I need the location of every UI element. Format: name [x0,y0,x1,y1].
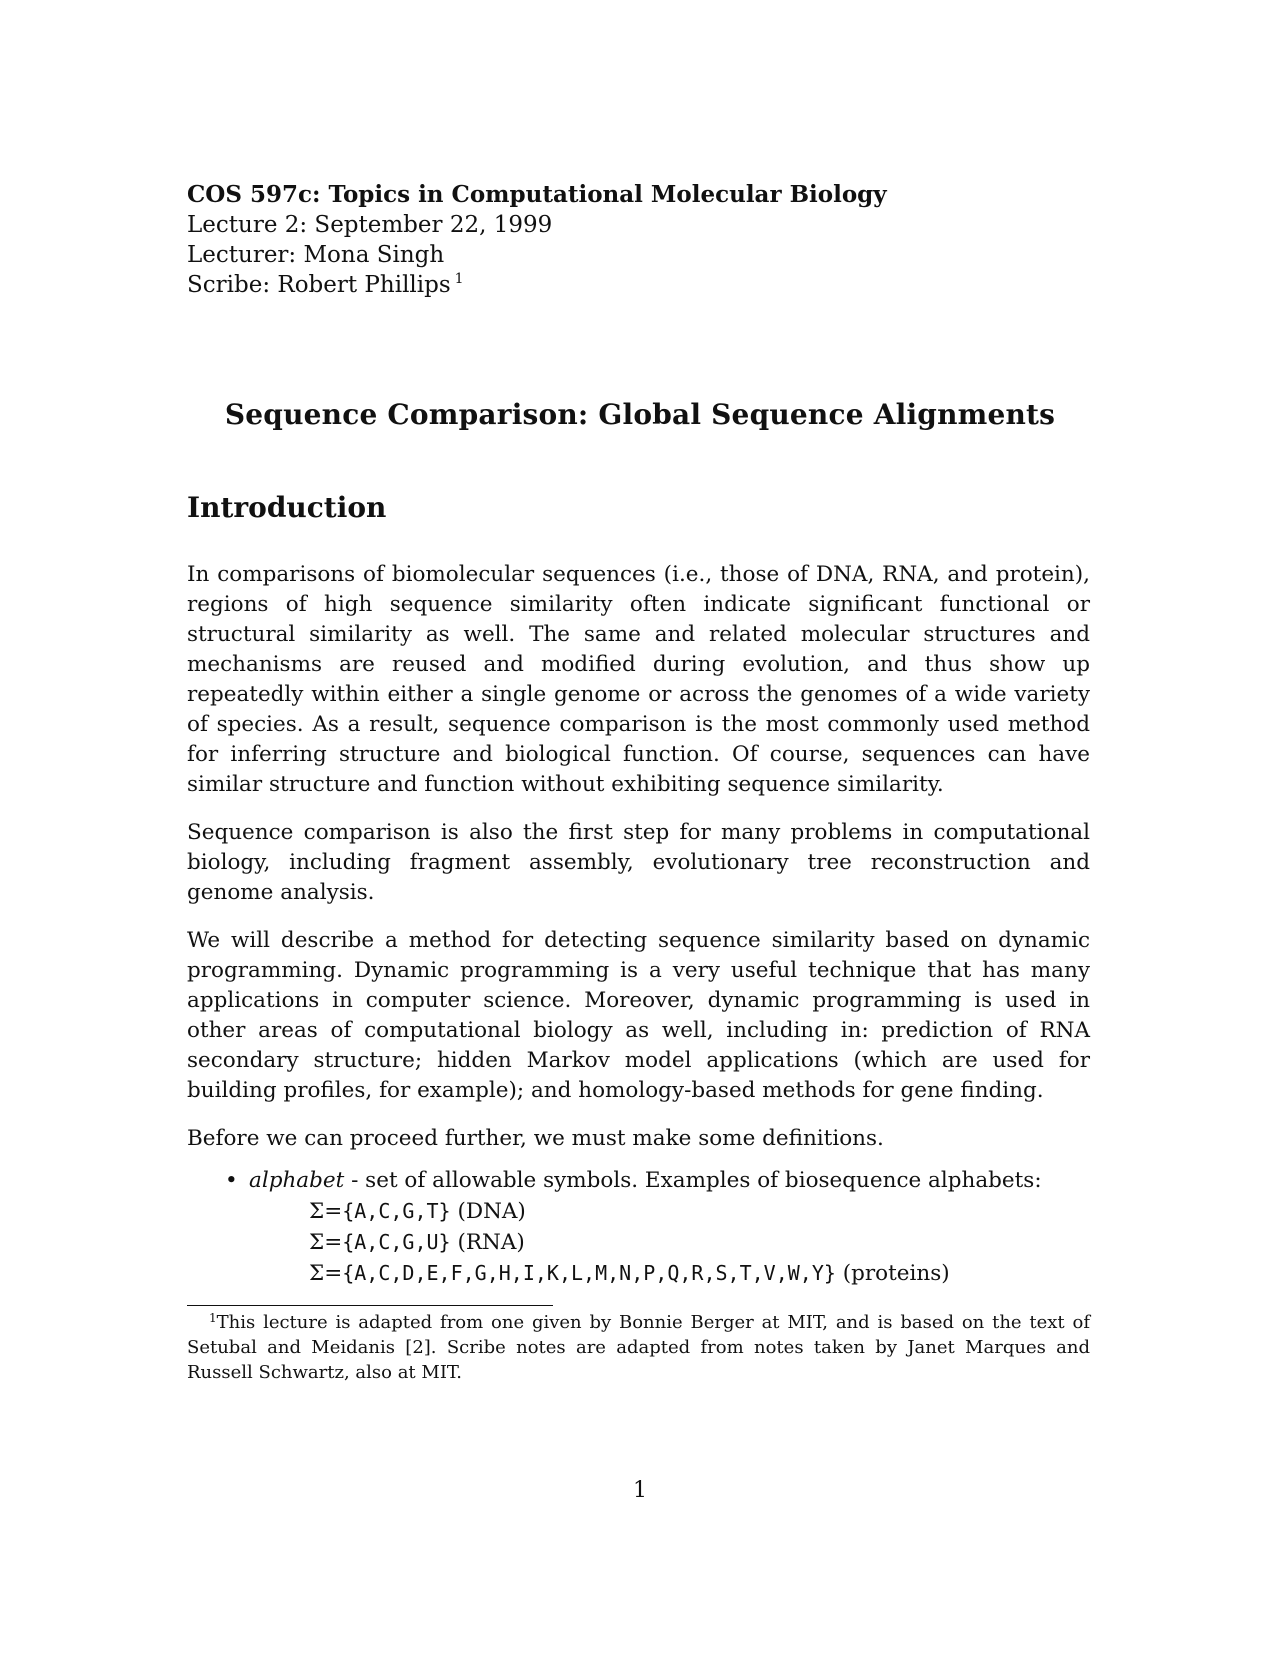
footnote-text: This lecture is adapted from one given by Bonnie Berger at MIT, and is based on the text of Setubal and Meidanis [2]. Scribe notes are adapted from notes taken by Janet Marques and Russell Schwartz, also at MIT. [187,1312,1090,1383]
lecturer-line: Lecturer: Mona Singh [187,242,445,268]
section-heading-introduction: Introduction [187,491,387,524]
definition-description: - set of allowable symbols. Examples of biosequence alphabets: [344,1168,1042,1193]
sigma-prefix: Σ= [309,1199,343,1224]
footnote [187,1310,1090,1385]
sigma-prefix: Σ= [309,1261,343,1286]
footnote-mark: 1 [209,1311,217,1325]
paragraph: In comparisons of biomolecular sequences (i.e., those of DNA, RNA, and protein), regions of high sequence similarity often indicate significant functional or structural similarity as well. The same and related molecular structures and mechanisms are reused and modified during evolution, and thus show up repeatedly within either a single genome or across the genomes of a wide variety of species. As a result, sequence comparison is the most commonly used method for inferring structure and biological function. Of course, sequences can have similar structure and function without exhibiting sequence similarity. [187,562,1090,797]
alphabet-label: (proteins) [842,1261,950,1286]
footnote-divider [187,1305,553,1306]
alphabet-set: {A,C,G,U} [342,1230,451,1254]
alphabet-label: (DNA) [457,1199,526,1224]
definitions-list [187,1166,1090,1289]
sigma-prefix: Σ= [309,1230,343,1255]
introduction-body [187,560,1090,1172]
course-title: COS 597c: Topics in Computational Molecular Biology [187,181,887,208]
bullet-icon: • [225,1168,238,1193]
document-title: Sequence Comparison: Global Sequence Alignments [224,398,1056,431]
scribe-name: Scribe: Robert Phillips [187,272,451,298]
alphabet-set: {A,C,G,T} [342,1199,451,1223]
paragraph: Before we can proceed further, we must make some definitions. [187,1126,884,1151]
alphabet-dna [249,1196,1090,1227]
footnote-ref: 1 [454,271,464,287]
lecture-header [187,180,887,300]
paragraph: Sequence comparison is also the first step for many problems in computational biology, including fragment assembly, evolutionary tree reconstruction and genome analysis. [187,820,1090,905]
paragraph: We will describe a method for detecting sequence similarity based on dynamic programming. Dynamic programming is a very useful technique that has many applications in computer science. Moreover, dynamic programming is used in other areas of computational biology as well, including in: prediction of RNA secondary structure; hidden Markov model applications (which are used for building profiles, for example); and homology-based methods for gene finding. [187,928,1090,1103]
list-item [187,1166,1090,1289]
alphabet-set: {A,C,D,E,F,G,H,I,K,L,M,N,P,Q,R,S,T,V,W,Y} [342,1261,836,1285]
alphabet-proteins [249,1258,1090,1289]
lecture-date: Lecture 2: September 22, 1999 [187,212,553,238]
alphabet-label: (RNA) [457,1230,525,1255]
definition-term: alphabet [249,1168,345,1193]
scribe-line [187,270,887,300]
page-number: 1 [633,1478,647,1503]
alphabet-rna [249,1227,1090,1258]
